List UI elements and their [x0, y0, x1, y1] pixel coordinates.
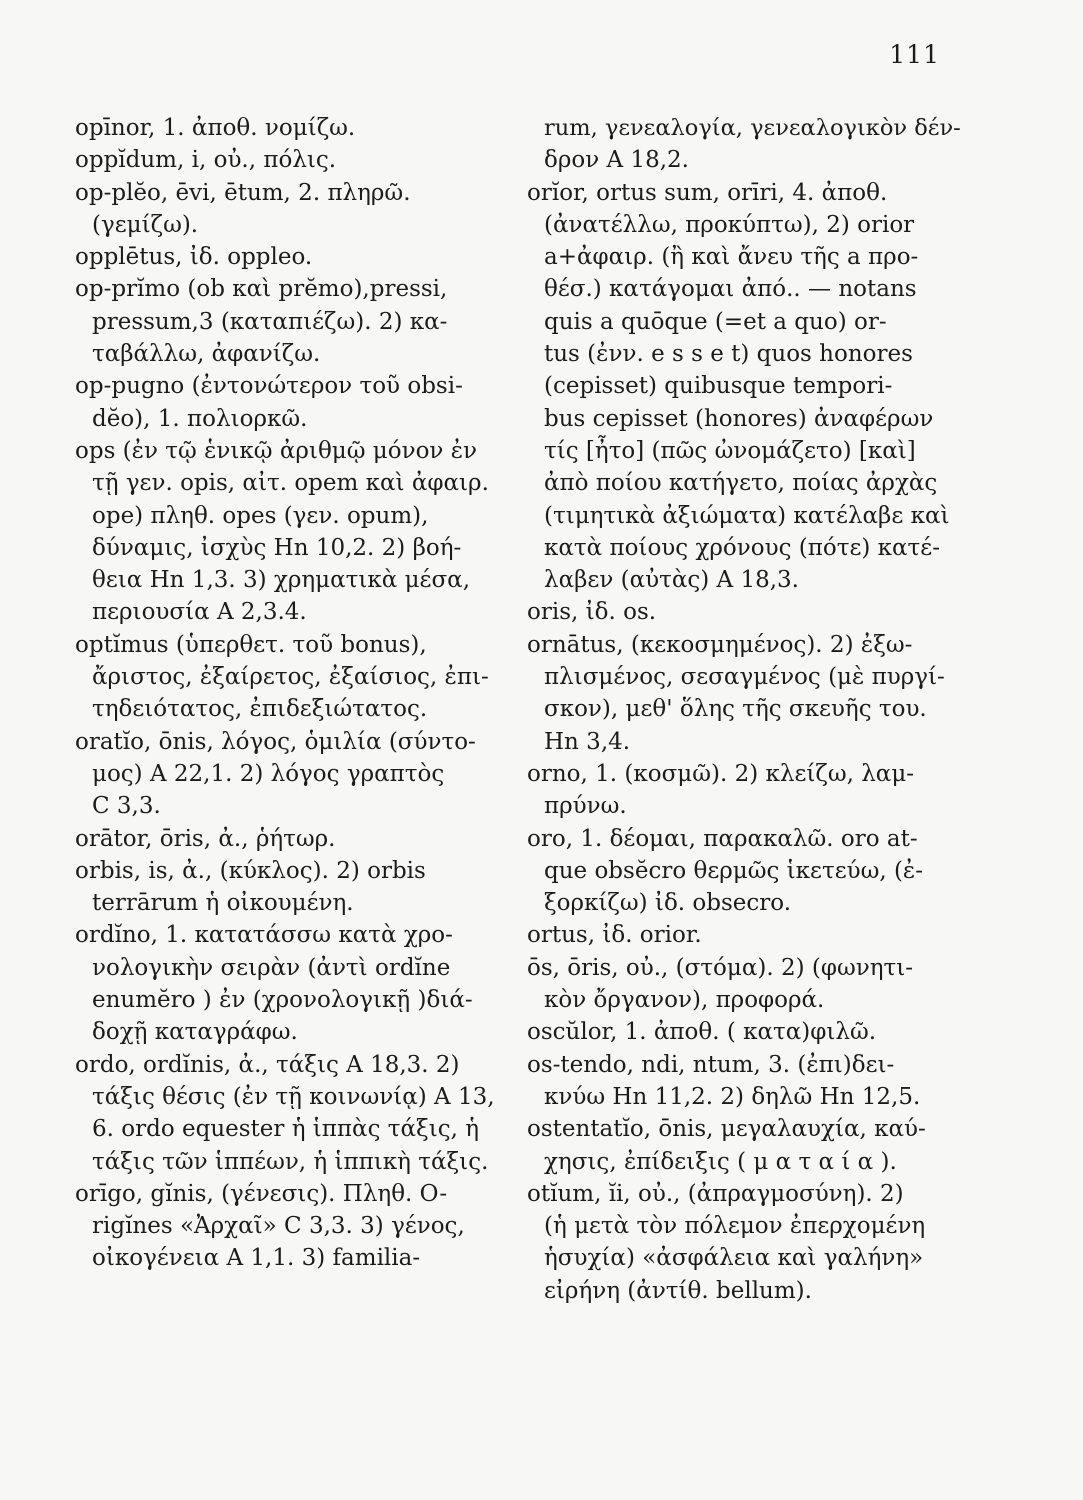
- dictionary-line: a+ἀφαιρ. (ἢ καὶ ἄνευ τῆς a προ-: [544, 244, 919, 271]
- dictionary-line: ἀπὸ ποίου κατήγετο, ποίας ἀρχὰς: [544, 470, 938, 497]
- dictionary-line: (ἡ μετὰ τὸν πόλεμον ἐπερχομένη: [544, 1213, 926, 1240]
- dictionary-line: pressum,3 (καταπιέζω). 2) κα-: [92, 308, 448, 335]
- dictionary-line: ops (ἐν τῷ ἑνικῷ ἀριθμῷ μόνον ἐν: [75, 437, 478, 464]
- dictionary-line: κὸν ὄργανον), προφορά.: [544, 987, 825, 1014]
- dictionary-line: (γεμίζω).: [92, 211, 199, 238]
- dictionary-line: ornātus, (κεκοσμημένος). 2) ἐξω-: [527, 631, 913, 658]
- dictionary-line: ope) πληθ. opes (γεν. opum),: [92, 502, 429, 529]
- dictionary-line: 6. ordo equester ἡ ἱππὰς τάξις, ἡ: [92, 1116, 479, 1143]
- dictionary-line: κνύω Hn 11,2. 2) δηλῶ Hn 12,5.: [544, 1083, 921, 1110]
- dictionary-line: op-prĭmo (ob καὶ prĕmo),pressi,: [75, 276, 448, 303]
- dictionary-line: ἄριστος, ἐξαίρετος, ἐξαίσιος, ἐπι-: [92, 664, 489, 691]
- dictionary-line: περιουσία A 2,3.4.: [92, 599, 307, 626]
- dictionary-line: μος) A 22,1. 2) λόγος γραπτὸς: [92, 760, 445, 787]
- dictionary-line: oris, ἰδ. os.: [527, 599, 657, 626]
- dictionary-line: orātor, ōris, ἀ., ῥήτωρ.: [75, 825, 336, 852]
- dictionary-line: θέσ.) κατάγομαι ἀπό.. — notans: [544, 276, 917, 303]
- dictionary-line: δοχῇ καταγράφω.: [92, 1019, 298, 1046]
- dictionary-line: enumĕro ) ἐν (χρονολογικῇ )διά-: [92, 987, 473, 1014]
- dictionary-line: Hn 3,4.: [544, 728, 631, 755]
- dictionary-line: οἰκογένεια A 1,1. 3) familia-: [92, 1245, 421, 1272]
- dictionary-line: κατὰ ποίους χρόνους (πότε) κατέ-: [544, 534, 940, 561]
- dictionary-line: terrārum ἡ οἰκουμένη.: [92, 890, 354, 917]
- dictionary-line: ἡσυχία) «ἀσφάλεια καὶ γαλήνη»: [544, 1245, 924, 1272]
- dictionary-line: otĭum, ĭi, οὐ., (ἀπραγμοσύνη). 2): [527, 1180, 904, 1207]
- dictionary-line: ortus, ἰδ. orior.: [527, 922, 702, 949]
- dictionary-line: τάξις τῶν ἱππέων, ἡ ἱππικὴ τάξις.: [92, 1148, 489, 1175]
- dictionary-line: νολογικὴν σειρὰν (ἀντὶ ordĭne: [92, 954, 451, 981]
- page-number: 111: [889, 40, 940, 69]
- dictionary-line: orbis, is, ἀ., (κύκλος). 2) orbis: [75, 857, 426, 884]
- dictionary-line: optĭmus (ὑπερθετ. τοῦ bonus),: [75, 631, 427, 658]
- dictionary-line: (ἀνατέλλω, προκύπτω), 2) orior: [544, 211, 915, 238]
- dictionary-line: que obsĕcro θερμῶς ἱκετεύω, (ἐ-: [544, 857, 924, 884]
- dictionary-line: rigĭnes «Ἀρχαῖ» C 3,3. 3) γένος,: [92, 1213, 465, 1240]
- dictionary-line: ξορκίζω) ἰδ. obsecro.: [544, 890, 792, 917]
- dictionary-line: ostentatĭo, ōnis, μεγαλαυχία, καύ-: [527, 1116, 926, 1143]
- dictionary-line: orno, 1. (κοσμῶ). 2) κλείζω, λαμ-: [527, 760, 915, 787]
- dictionary-line: ōs, ōris, οὐ., (στόμα). 2) (φωνητι-: [527, 954, 914, 981]
- dictionary-line: σκον), μεθ' ὅλης τῆς σκευῆς του.: [544, 696, 927, 723]
- dictionary-line: tus (ἐνν. e s s e t) quos honores: [544, 341, 913, 368]
- dictionary-line: τῇ γεν. opis, αἰτ. opem καὶ ἀφαιρ.: [92, 470, 489, 497]
- dictionary-line: oro, 1. δέομαι, παρακαλῶ. oro at-: [527, 825, 918, 852]
- dictionary-line: ordo, ordĭnis, ἀ., τάξις A 18,3. 2): [75, 1051, 460, 1078]
- dictionary-line: ταβάλλω, ἀφανίζω.: [92, 341, 321, 368]
- dictionary-line: orĭor, ortus sum, orīri, 4. ἀποθ.: [527, 179, 888, 206]
- dictionary-line: εἰρήνη (ἀντίθ. bellum).: [544, 1277, 812, 1304]
- dictionary-line: ordĭno, 1. κατατάσσω κατὰ χρο-: [75, 922, 453, 949]
- dictionary-line: δρον A 18,2.: [544, 147, 689, 174]
- dictionary-line: τάξις θέσις (ἐν τῇ κοινωνίᾳ) A 13,: [92, 1083, 495, 1110]
- dictionary-line: oratĭo, ōnis, λόγος, ὁμιλία (σύντο-: [75, 728, 476, 755]
- dictionary-line: op-pugno (ἐντονώτερον τοῦ obsi-: [75, 373, 463, 400]
- dictionary-line: orīgo, gĭnis, (γένεσις). Πληθ. O-: [75, 1180, 448, 1207]
- dictionary-line: oppĭdum, i, οὐ., πόλις.: [75, 147, 337, 174]
- dictionary-line: opīnor, 1. ἀποθ. νομίζω.: [75, 115, 356, 141]
- dictionary-line: χησις, ἐπίδειξις ( μ α τ α ί α ).: [544, 1148, 897, 1175]
- dictionary-line: πρύνω.: [544, 793, 627, 820]
- dictionary-line: dĕo), 1. πολιορκῶ.: [92, 405, 308, 432]
- dictionary-line: oscŭlor, 1. ἀποθ. ( κατα)φιλῶ.: [527, 1019, 877, 1046]
- dictionary-line: (cepisset) quibusque tempori-: [544, 373, 893, 400]
- dictionary-line: os-tendo, ndi, ntum, 3. (ἐπι)δει-: [527, 1051, 895, 1078]
- dictionary-line: bus cepisset (honores) ἀναφέρων: [544, 405, 934, 432]
- dictionary-line: (τιμητικὰ ἀξιώματα) κατέλαβε καὶ: [544, 502, 950, 529]
- dictionary-line: C 3,3.: [92, 793, 161, 820]
- dictionary-line: opplētus, ἰδ. oppleo.: [75, 244, 313, 271]
- dictionary-line: rum, γενεαλογία, γενεαλογικὸν δέν-: [544, 115, 961, 141]
- dictionary-line: τίς [ἦτο] (πῶς ὠνομάζετο) [καὶ]: [544, 437, 916, 464]
- dictionary-line: λαβεν (αὐτὰς) A 18,3.: [544, 567, 799, 594]
- dictionary-line: quis a quōque (=et a quo) or-: [544, 308, 887, 335]
- dictionary-line: θεια Hn 1,3. 3) χρηματικὰ μέσα,: [92, 567, 471, 594]
- dictionary-line: πλισμένος, σεσαγμένος (μὲ πυργί-: [544, 664, 945, 691]
- right-column: [527, 112, 967, 1307]
- dictionary-line: δύναμις, ἰσχὺς Hn 10,2. 2) βοή-: [92, 534, 462, 561]
- left-column: [75, 112, 515, 1275]
- dictionary-line: op-plĕo, ēvi, ētum, 2. πληρῶ.: [75, 179, 411, 206]
- dictionary-line: τηδειότατος, ἐπιδεξιώτατος.: [92, 696, 428, 723]
